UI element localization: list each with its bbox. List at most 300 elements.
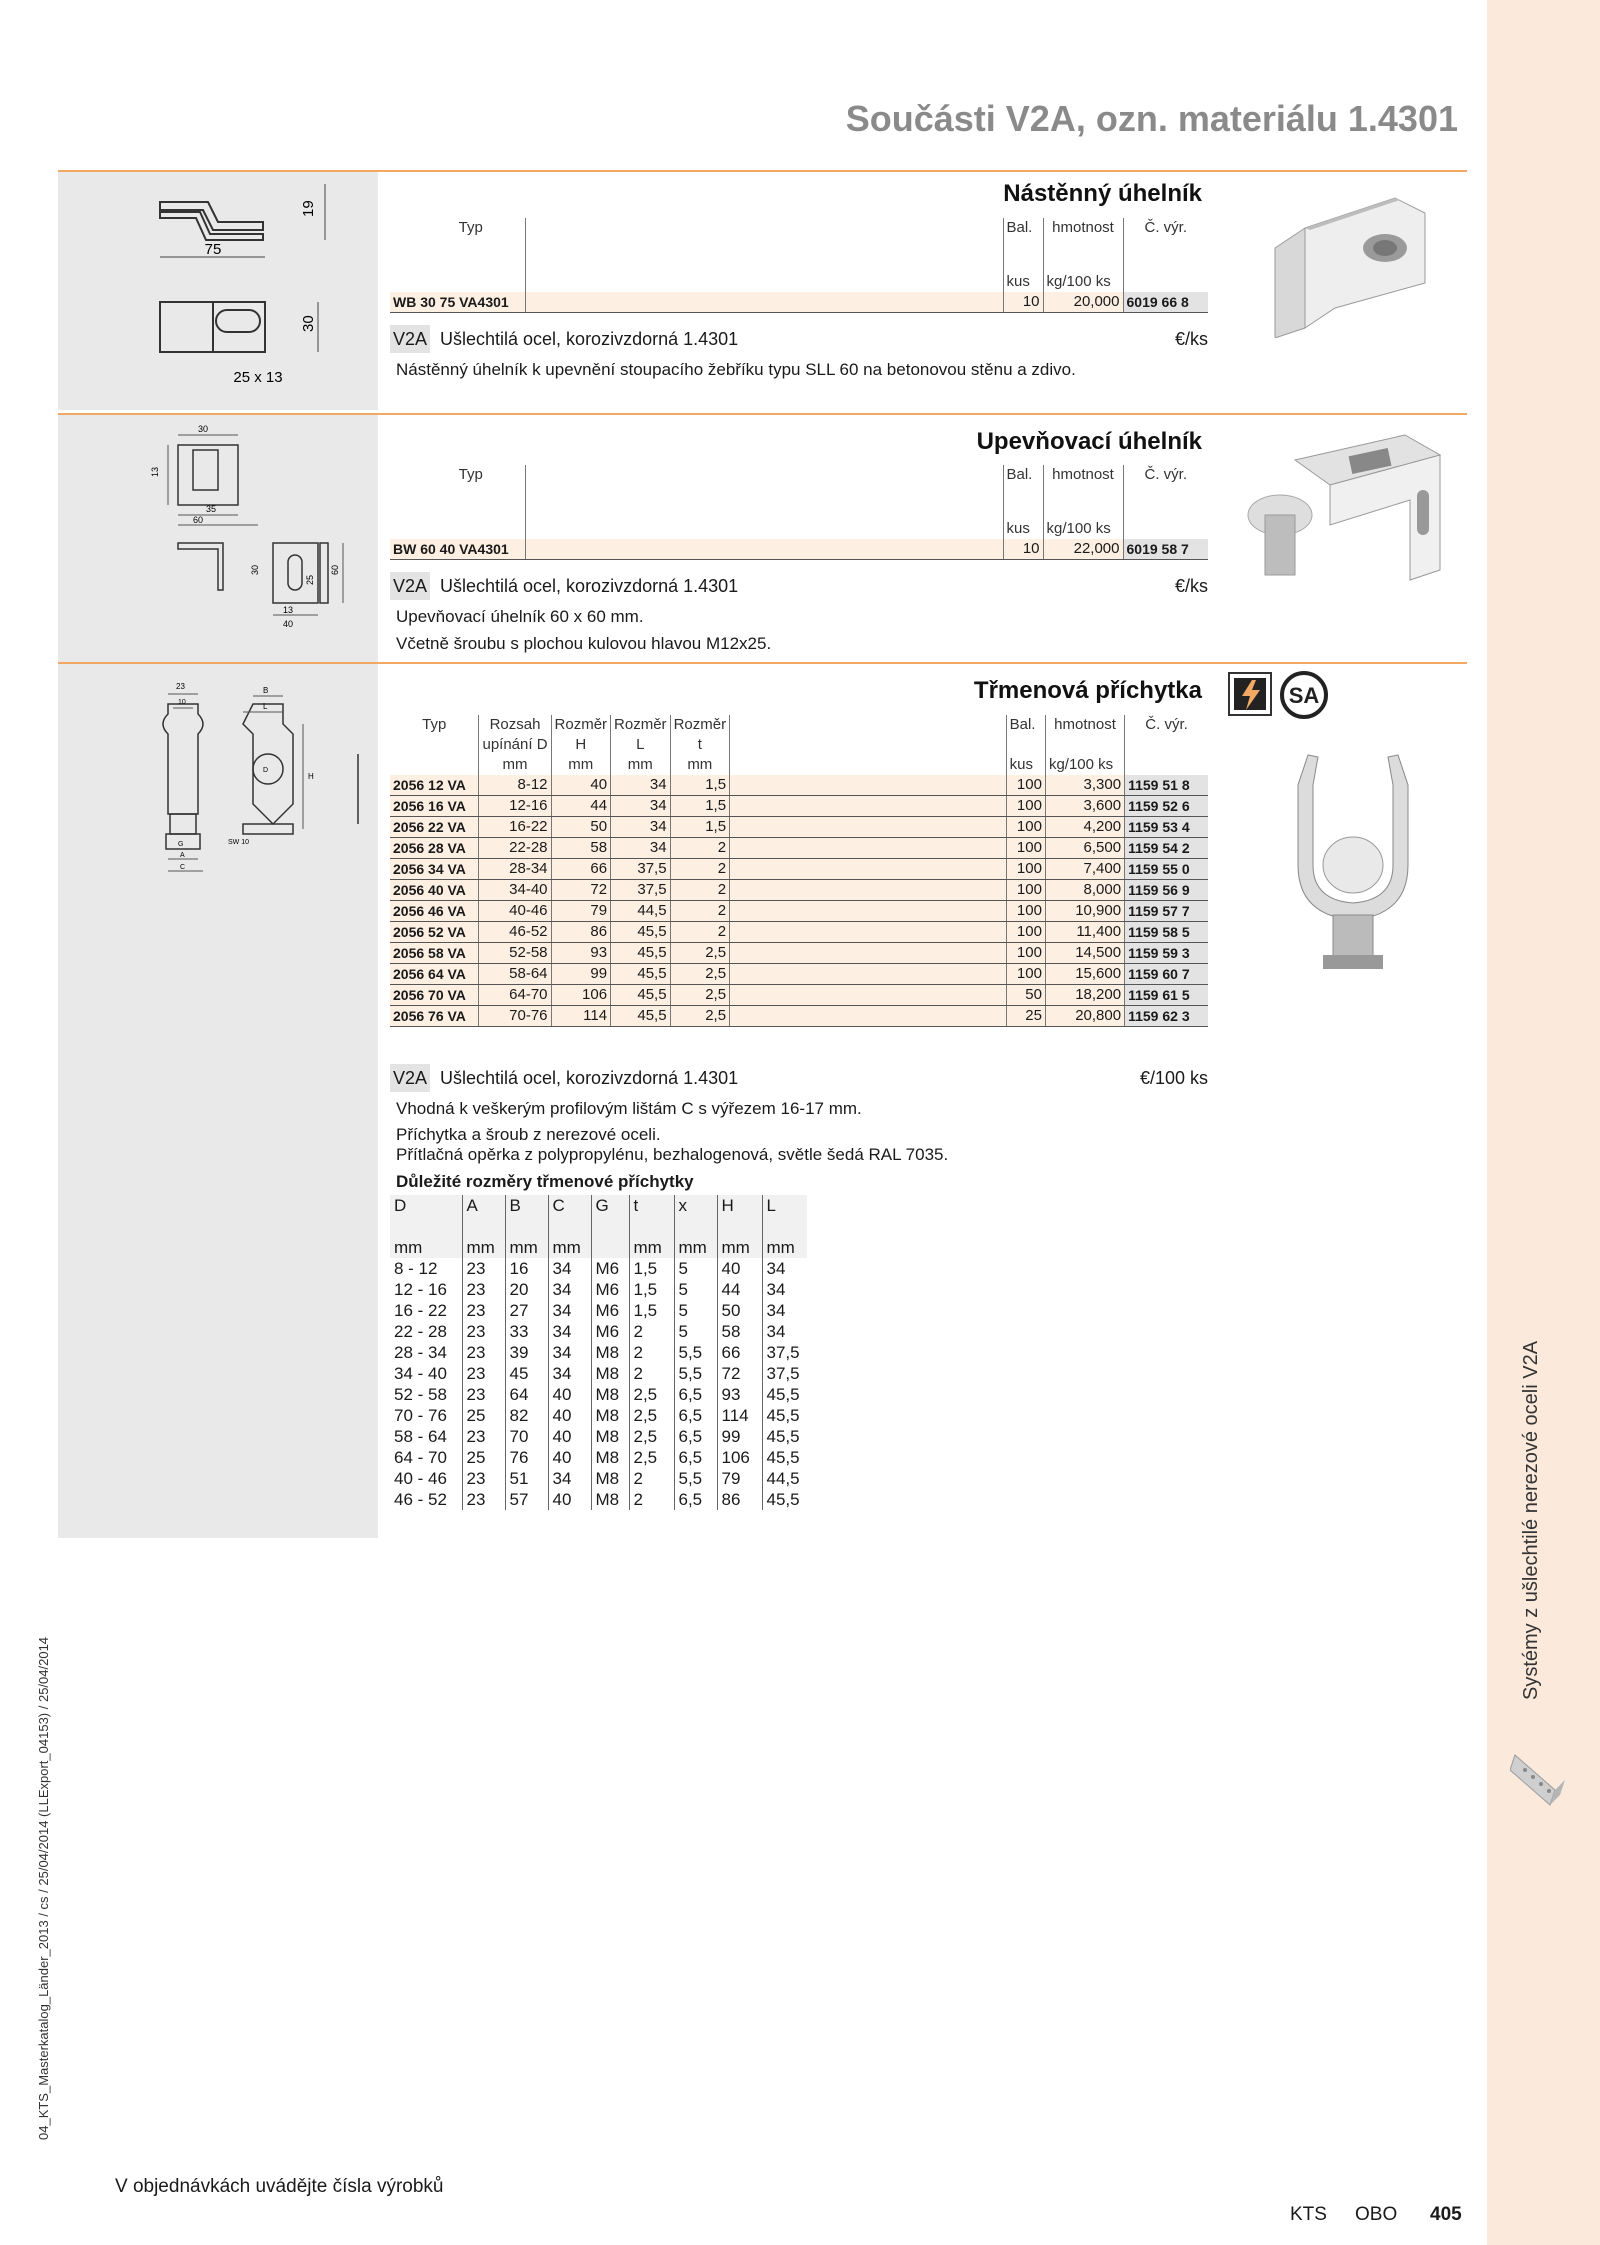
svg-text:SA: SA: [1288, 683, 1320, 708]
cell-range: 16-22: [479, 817, 551, 838]
price-unit: €/ks: [1174, 576, 1208, 596]
col-header-bal: Bal.: [1006, 715, 1045, 735]
dim-cell: 6,5: [674, 1447, 717, 1468]
cell-range: 52-58: [479, 943, 551, 964]
dim-cell: M8: [591, 1426, 629, 1447]
cell-l: 37,5: [611, 880, 671, 901]
dim-cell: 45,5: [762, 1384, 807, 1405]
cell-range: 8-12: [479, 775, 551, 796]
dim-unit-cell: mm: [505, 1237, 548, 1258]
cell-article-number: 1159 54 2: [1125, 838, 1208, 859]
cell-h: 114: [551, 1006, 611, 1027]
product-image-fixing-bracket: [1235, 430, 1450, 590]
cell-l: 37,5: [611, 859, 671, 880]
cell-range: 12-16: [479, 796, 551, 817]
dim-cell: 23: [462, 1300, 505, 1321]
col-subheader-h: H: [551, 735, 611, 755]
dim-cell: 34: [762, 1321, 807, 1342]
dim-cell: M8: [591, 1489, 629, 1510]
material-line: [390, 1064, 1208, 1092]
dim-cell: 6,5: [674, 1384, 717, 1405]
cell-hmotnost: 6,500: [1045, 838, 1124, 859]
cell-range: 28-34: [479, 859, 551, 880]
page-number: 405: [1430, 2204, 1462, 2225]
dim-cell: 40: [548, 1489, 591, 1510]
cell-article-number: 1159 56 9: [1125, 880, 1208, 901]
csa-logo-icon: [1278, 670, 1334, 720]
cell-spacer: [730, 880, 1007, 901]
dim-cell: 34: [762, 1300, 807, 1321]
dim-row: [390, 1342, 807, 1363]
dim-cell: 34: [762, 1279, 807, 1300]
dim-cell: 2: [629, 1363, 674, 1384]
unit-bal: kus: [1003, 272, 1043, 292]
cell-bal: 100: [1006, 922, 1045, 943]
dim-cell: 72: [717, 1363, 762, 1384]
dim-cell: 57: [505, 1489, 548, 1510]
dim-cell: 64 - 70: [394, 1448, 447, 1467]
dim-label: 25: [305, 574, 315, 585]
cell-article-number: 1159 51 8: [1125, 775, 1208, 796]
dim-cell: 40: [548, 1384, 591, 1405]
table-row: [390, 292, 1208, 313]
cell-typ: 2056 46 VA: [390, 901, 479, 922]
dim-cell: M6: [591, 1279, 629, 1300]
drawing-clamp: [58, 664, 378, 1538]
section-title: Upevňovací úhelník: [976, 428, 1202, 455]
cell-spacer: [730, 817, 1007, 838]
cell-spacer: [730, 964, 1007, 985]
cell-range: 64-70: [479, 985, 551, 1006]
cell-spacer: [730, 796, 1007, 817]
dim-cell: 86: [717, 1489, 762, 1510]
dim-cell: 76: [505, 1447, 548, 1468]
dim-row: [390, 1447, 807, 1468]
dim-cell: M8: [591, 1447, 629, 1468]
dim-cell: 39: [505, 1342, 548, 1363]
dim-cell: M6: [591, 1300, 629, 1321]
cell-l: 34: [611, 775, 671, 796]
unit-mm: mm: [551, 755, 611, 775]
col-header-bal: Bal.: [1003, 218, 1043, 272]
dim-cell: 28 - 34: [394, 1343, 447, 1362]
dim-label: L: [263, 702, 268, 711]
cell-bal: 100: [1006, 838, 1045, 859]
dim-row: [390, 1258, 807, 1279]
dim-cell: 5: [674, 1258, 717, 1279]
cell-hmotnost: 15,600: [1045, 964, 1124, 985]
cell-hmotnost: 14,500: [1045, 943, 1124, 964]
table-row: [390, 539, 1208, 560]
cell-range: 70-76: [479, 1006, 551, 1027]
product-table: [390, 218, 1208, 313]
col-spacer: [525, 218, 1003, 272]
cell-hmotnost: 8,000: [1045, 880, 1124, 901]
col-subheader-d: upínání D: [479, 735, 551, 755]
dim-cell: 40 - 46: [394, 1469, 447, 1488]
cell-l: 45,5: [611, 943, 671, 964]
price-unit: €/ks: [1174, 329, 1208, 349]
dim-cell: 2,5: [629, 1405, 674, 1426]
dim-cell: 99: [717, 1426, 762, 1447]
cell-t: 1,5: [670, 775, 730, 796]
dim-cell: 93: [717, 1384, 762, 1405]
cell-article-number: 1159 55 0: [1125, 859, 1208, 880]
dim-cell: 45,5: [762, 1447, 807, 1468]
cell-article-number: 1159 53 4: [1125, 817, 1208, 838]
dim-row: [390, 1384, 807, 1405]
dim-cell: 64: [505, 1384, 548, 1405]
dim-cell: 6,5: [674, 1489, 717, 1510]
certification-logo-icon: [1228, 672, 1272, 716]
dim-label: B: [263, 686, 269, 695]
dim-row: [390, 1426, 807, 1447]
dim-cell: 34: [548, 1342, 591, 1363]
cable-tray-thumbnail-icon: [1510, 1745, 1570, 1815]
cell-l: 45,5: [611, 1006, 671, 1027]
dim-header-cell: H: [717, 1195, 762, 1237]
cell-h: 40: [551, 775, 611, 796]
cell-t: 2,5: [670, 943, 730, 964]
cell-typ: 2056 16 VA: [390, 796, 479, 817]
cell-spacer: [730, 985, 1007, 1006]
dim-row: [390, 1468, 807, 1489]
dim-label: A: [180, 852, 185, 859]
cell-spacer: [730, 859, 1007, 880]
cell-l: 34: [611, 796, 671, 817]
dim-unit-cell: mm: [762, 1237, 807, 1258]
sidebar-category-label: Systémy z ušlechtilé nerezové oceli V2A: [1520, 1340, 1542, 1700]
cell-l: 45,5: [611, 964, 671, 985]
dim-row: [390, 1405, 807, 1426]
cell-spacer: [730, 901, 1007, 922]
dim-label: 60: [193, 515, 204, 525]
dim-cell: 34: [548, 1363, 591, 1384]
dim-cell: 50: [717, 1300, 762, 1321]
cell-article-number: 1159 60 7: [1125, 964, 1208, 985]
cell-hmotnost: 18,200: [1045, 985, 1124, 1006]
cell-article-number: 1159 59 3: [1125, 943, 1208, 964]
unit-mm: mm: [670, 755, 730, 775]
col-header-rozmer-t: Rozměr: [670, 715, 730, 735]
table-row: [390, 964, 1208, 985]
dim-cell: 5: [674, 1279, 717, 1300]
dim-cell: 6,5: [674, 1426, 717, 1447]
unit-bal: kus: [1006, 755, 1045, 775]
cell-article-number: 1159 58 5: [1125, 922, 1208, 943]
dim-cell: 34 - 40: [394, 1364, 447, 1383]
dim-header-cell: G: [591, 1195, 629, 1237]
cell-spacer: [730, 943, 1007, 964]
section-title: Třmenová příchytka: [973, 677, 1202, 704]
unit-bal: kus: [1003, 519, 1043, 539]
dim-cell: 58: [717, 1321, 762, 1342]
cell-article-number: 6019 66 8: [1123, 292, 1208, 313]
page-title: Součásti V2A, ozn. materiálu 1.4301: [845, 98, 1458, 139]
cell-hmotnost: 11,400: [1045, 922, 1124, 943]
dim-cell: 8 - 12: [394, 1259, 438, 1278]
dim-cell: 52 - 58: [394, 1385, 447, 1404]
dim-header-cell: D: [390, 1195, 462, 1237]
material-line: [390, 325, 1208, 353]
cell-t: 2: [670, 859, 730, 880]
dim-cell: 45,5: [762, 1489, 807, 1510]
cell-t: 2: [670, 922, 730, 943]
cell-bal: 10: [1003, 292, 1043, 313]
dim-cell: 45: [505, 1363, 548, 1384]
section-title: Nástěnný úhelník: [1003, 180, 1202, 207]
product-description: Příchytka a šroub z nerezové oceli.: [396, 1125, 661, 1144]
dim-cell: 23: [462, 1258, 505, 1279]
cell-t: 2: [670, 880, 730, 901]
cell-hmotnost: 3,300: [1045, 775, 1124, 796]
dim-cell: 34: [548, 1258, 591, 1279]
dim-cell: 33: [505, 1321, 548, 1342]
cell-typ: 2056 64 VA: [390, 964, 479, 985]
cell-article-number: 6019 58 7: [1123, 539, 1208, 560]
dim-cell: 34: [548, 1468, 591, 1489]
col-header-typ: Typ: [458, 466, 483, 483]
cell-l: 34: [611, 817, 671, 838]
dim-label: 30: [250, 564, 260, 575]
dim-label: 19: [300, 200, 317, 217]
unit-hmotnost: kg/100 ks: [1043, 519, 1123, 539]
dim-label: 30: [300, 315, 317, 332]
dim-label: C: [180, 864, 186, 871]
dim-unit-cell: mm: [674, 1237, 717, 1258]
dim-cell: 34: [548, 1279, 591, 1300]
cell-h: 106: [551, 985, 611, 1006]
dim-cell: 22 - 28: [394, 1322, 447, 1341]
cell-article-number: 1159 62 3: [1125, 1006, 1208, 1027]
dim-row: [390, 1300, 807, 1321]
dim-cell: 34: [548, 1321, 591, 1342]
dim-cell: 20: [505, 1279, 548, 1300]
dim-unit-cell: mm: [629, 1237, 674, 1258]
table-row: [390, 985, 1208, 1006]
material-line: [390, 572, 1208, 600]
cell-hmotnost: 7,400: [1045, 859, 1124, 880]
dim-cell: 34: [548, 1300, 591, 1321]
product-image-wall-bracket: [1265, 188, 1435, 338]
dim-cell: 2: [629, 1342, 674, 1363]
cell-bal: 100: [1006, 817, 1045, 838]
col-header-hmotnost: hmotnost: [1043, 218, 1123, 272]
dim-cell: 2: [629, 1321, 674, 1342]
col-header-hmotnost: hmotnost: [1045, 715, 1124, 735]
material-badge: V2A: [390, 325, 430, 353]
product-table-clamps: [390, 715, 1208, 1027]
cell-bal: 100: [1006, 775, 1045, 796]
dim-label: 10: [178, 699, 186, 706]
dim-cell: 23: [462, 1426, 505, 1447]
cell-bal: 25: [1006, 1006, 1045, 1027]
cell-h: 79: [551, 901, 611, 922]
table-row: [390, 838, 1208, 859]
dim-cell: 58 - 64: [394, 1427, 447, 1446]
drawing-fixing-bracket: [58, 415, 378, 662]
cell-typ: 2056 58 VA: [390, 943, 479, 964]
dimension-table-title: Důležité rozměry třmenové příchytky: [396, 1172, 694, 1191]
cell-article-number: 1159 57 7: [1125, 901, 1208, 922]
dim-cell: M8: [591, 1405, 629, 1426]
dim-header-cell: x: [674, 1195, 717, 1237]
table-row: [390, 859, 1208, 880]
dim-row: [390, 1321, 807, 1342]
col-header-typ: Typ: [458, 219, 483, 236]
document-code: 04_KTS_Masterkatalog_Länder_2013 / cs / 25/04/2014 (LLExport_04153) / 25/04/2014: [36, 1636, 51, 2140]
cell-h: 99: [551, 964, 611, 985]
product-image-clamp: [1278, 745, 1428, 980]
unit-hmotnost: kg/100 ks: [1043, 272, 1123, 292]
cell-t: 2,5: [670, 1006, 730, 1027]
table-row: [390, 943, 1208, 964]
dim-label: G: [178, 841, 184, 848]
cell-hmotnost: 20,800: [1045, 1006, 1124, 1027]
cell-range: 58-64: [479, 964, 551, 985]
dim-cell: 23: [462, 1321, 505, 1342]
cell-article-number: 1159 61 5: [1125, 985, 1208, 1006]
cell-spacer: [730, 922, 1007, 943]
cell-hmotnost: 22,000: [1043, 539, 1123, 560]
dim-cell: 40: [548, 1405, 591, 1426]
material-text: Ušlechtilá ocel, korozivzdorná 1.4301: [440, 576, 739, 596]
dim-label: 75: [204, 241, 222, 258]
cell-bal: 10: [1003, 539, 1043, 560]
dim-header-cell: t: [629, 1195, 674, 1237]
col-subheader-l: L: [611, 735, 671, 755]
cell-bal: 100: [1006, 901, 1045, 922]
product-description: Nástěnný úhelník k upevnění stoupacího žebříku typu SLL 60 na betonovou stěnu a zdivo.: [396, 360, 1076, 379]
dim-cell: 44,5: [762, 1468, 807, 1489]
cell-range: 40-46: [479, 901, 551, 922]
footer-obo: OBO: [1355, 2204, 1398, 2225]
cell-typ: 2056 34 VA: [390, 859, 479, 880]
cell-hmotnost: 20,000: [1043, 292, 1123, 313]
cell-hmotnost: 3,600: [1045, 796, 1124, 817]
cell-bal: 50: [1006, 985, 1045, 1006]
cell-h: 72: [551, 880, 611, 901]
dim-cell: 1,5: [629, 1300, 674, 1321]
dim-unit-cell: mm: [548, 1237, 591, 1258]
dim-cell: 51: [505, 1468, 548, 1489]
col-header-typ: Typ: [422, 716, 447, 733]
col-header-cvyr: Č. výr.: [1123, 218, 1208, 272]
dim-cell: 40: [717, 1258, 762, 1279]
dim-cell: 23: [462, 1279, 505, 1300]
cell-t: 1,5: [670, 817, 730, 838]
col-header-cvyr: Č. výr.: [1123, 465, 1208, 519]
material-text: Ušlechtilá ocel, korozivzdorná 1.4301: [440, 1068, 739, 1088]
cell-range: 22-28: [479, 838, 551, 859]
col-subheader-t: t: [670, 735, 730, 755]
cell-bal: 100: [1006, 943, 1045, 964]
cell-h: 58: [551, 838, 611, 859]
col-header-cvyr: Č. výr.: [1125, 715, 1208, 735]
dim-row: [390, 1279, 807, 1300]
unit-mm: mm: [479, 755, 551, 775]
cell-t: 2: [670, 901, 730, 922]
cell-typ: 2056 28 VA: [390, 838, 479, 859]
dim-cell: 6,5: [674, 1405, 717, 1426]
dim-cell: 40: [548, 1447, 591, 1468]
dim-cell: 44: [717, 1279, 762, 1300]
cell-typ: WB 30 75 VA4301: [390, 292, 525, 313]
dim-cell: 5,5: [674, 1468, 717, 1489]
dim-cell: 2,5: [629, 1447, 674, 1468]
dim-cell: 106: [717, 1447, 762, 1468]
cell-l: 34: [611, 838, 671, 859]
col-header-bal: Bal.: [1003, 465, 1043, 519]
cell-l: 44,5: [611, 901, 671, 922]
dim-cell: 23: [462, 1384, 505, 1405]
cell-spacer: [730, 838, 1007, 859]
dim-label: 25 x 13: [233, 369, 283, 386]
dim-cell: 70 - 76: [394, 1406, 447, 1425]
right-side-band: [1487, 0, 1600, 2245]
dim-cell: 2: [629, 1468, 674, 1489]
price-unit: €/100 ks: [1139, 1068, 1208, 1088]
dim-cell: M8: [591, 1342, 629, 1363]
dim-row: [390, 1489, 807, 1510]
dim-label: 30: [198, 424, 209, 434]
cell-typ: 2056 52 VA: [390, 922, 479, 943]
material-text: Ušlechtilá ocel, korozivzdorná 1.4301: [440, 329, 739, 349]
dim-cell: 37,5: [762, 1342, 807, 1363]
dim-cell: 5: [674, 1321, 717, 1342]
dim-unit-row: [390, 1237, 807, 1258]
cell-l: 45,5: [611, 922, 671, 943]
dim-label: 40: [283, 619, 294, 629]
col-header-hmotnost: hmotnost: [1043, 465, 1123, 519]
dim-label: H: [308, 772, 314, 781]
dim-header-cell: A: [462, 1195, 505, 1237]
product-table: [390, 465, 1208, 560]
dim-cell: 45,5: [762, 1426, 807, 1447]
dim-cell: 5: [674, 1300, 717, 1321]
cell-bal: 100: [1006, 964, 1045, 985]
cell-l: 45,5: [611, 985, 671, 1006]
dim-cell: 82: [505, 1405, 548, 1426]
dim-cell: 46 - 52: [394, 1490, 447, 1509]
cell-typ: BW 60 40 VA4301: [390, 539, 525, 560]
cell-h: 86: [551, 922, 611, 943]
col-header-rozmer-l: Rozměr: [611, 715, 671, 735]
cell-t: 2,5: [670, 985, 730, 1006]
cell-typ: 2056 70 VA: [390, 985, 479, 1006]
product-description: Upevňovací úhelník 60 x 60 mm.: [396, 607, 644, 626]
material-badge: V2A: [390, 1064, 430, 1092]
product-description: Vhodná k veškerým profilovým lištám C s výřezem 16-17 mm.: [396, 1099, 862, 1118]
dim-label: 13: [283, 605, 294, 615]
cell-bal: 100: [1006, 796, 1045, 817]
dim-header-row: [390, 1195, 807, 1237]
dim-cell: 25: [462, 1405, 505, 1426]
unit-hmotnost: kg/100 ks: [1045, 755, 1124, 775]
dim-cell: 66: [717, 1342, 762, 1363]
cell-typ: 2056 76 VA: [390, 1006, 479, 1027]
cell-range: 34-40: [479, 880, 551, 901]
cell-h: 44: [551, 796, 611, 817]
dim-cell: 2,5: [629, 1384, 674, 1405]
dim-label: SW 10: [228, 839, 250, 846]
cell-typ: 2056 22 VA: [390, 817, 479, 838]
table-row: [390, 880, 1208, 901]
cell-spacer: [730, 1006, 1007, 1027]
product-description: Přítlačná opěrka z polypropylénu, bezhalogenová, světle šedá RAL 7035.: [396, 1145, 949, 1164]
cell-h: 66: [551, 859, 611, 880]
dim-cell: 2: [629, 1489, 674, 1510]
